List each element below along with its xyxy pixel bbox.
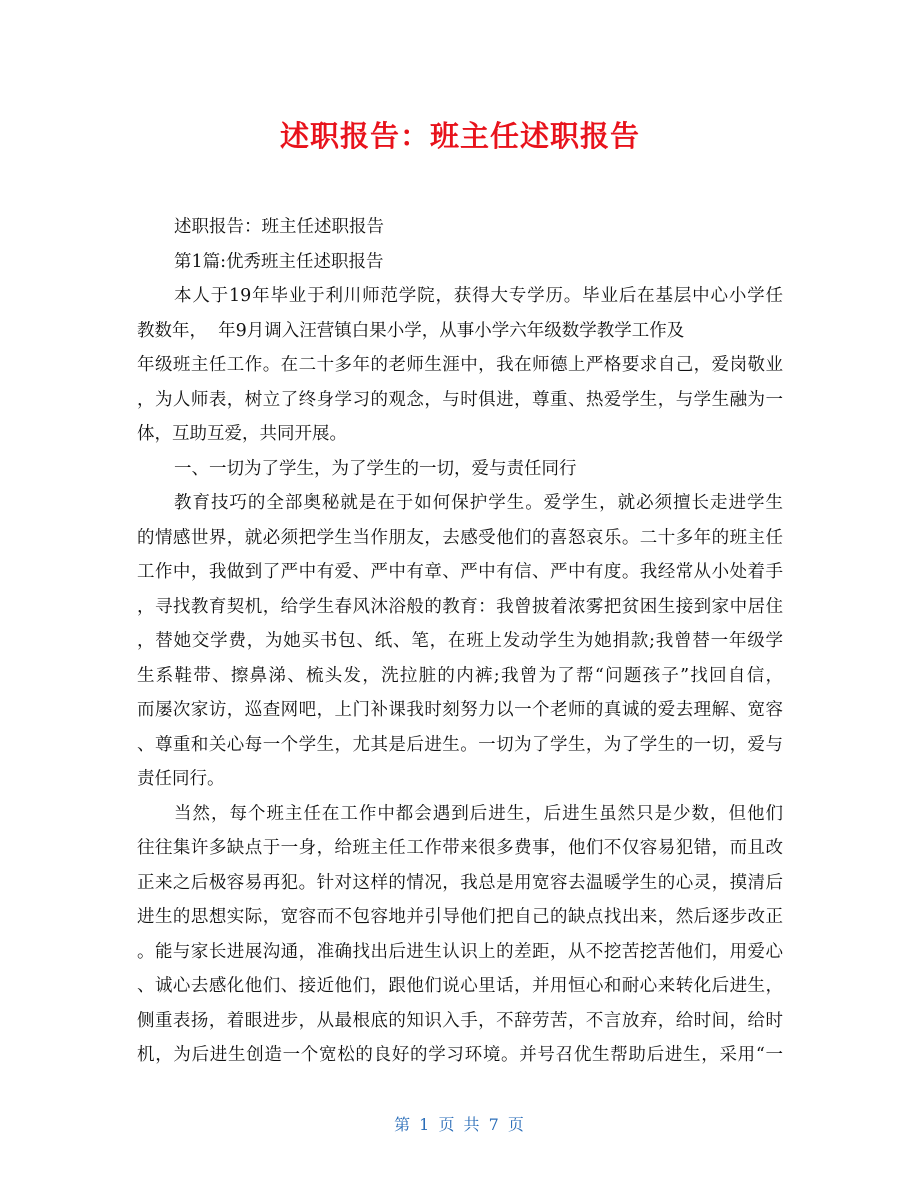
body-line: 机，为后进生创造一个宽松的良好的学习环境。并号召优生帮助后进生，采用“一 [137, 1045, 783, 1065]
body-line: 侧重表扬，着眼进步，从最根底的知识入手，不辞劳苦，不言放弃，给时间，给时 [137, 1010, 783, 1031]
body-line: 、诚心去感化他们、接近他们，跟他们说心里话，并用恒心和耐心来转化后进生， [137, 976, 783, 996]
body-line: 。能与家长进展沟通，准确找出后进生认识上的差距，从不挖苦挖苦他们，用爱心 [137, 941, 783, 962]
body-line: 正来之后极容易再犯。针对这样的情况，我总是用宽容去温暖学生的心灵，摸清后 [137, 872, 783, 893]
body-line: 工作中，我做到了严中有爱、严中有章、严中有信、严中有度。我经常从小处着手 [137, 562, 783, 582]
page-footer: 第 1 页 共 7 页 [394, 1115, 526, 1134]
body-line: 教数年， 年9月调入汪营镇白果小学，从事小学六年级数学教学工作及 [137, 320, 685, 341]
body-line: ，寻找教育契机，给学生春风沐浴般的教育：我曾披着浓雾把贫困生接到家中居住 [137, 596, 783, 617]
body-line: 而屡次家访，巡查网吧，上门补课我时刻努力以一个老师的真诚的爱去理解、宽容 [137, 700, 783, 720]
body-line: 往往集许多缺点于一身，给班主任工作带来很多费事，他们不仅容易犯错，而且改 [137, 838, 783, 858]
body-line: 责任同行。 [137, 769, 225, 789]
body-line: 、尊重和关心每一个学生，尤其是后进生。一切为了学生，为了学生的一切，爱与 [137, 734, 783, 755]
body-line: 年级班主任工作。在二十多年的老师生涯中，我在师德上严格要求自己，爱岗敬业 [137, 355, 783, 375]
document-title: 述职报告：班主任述职报告 [279, 119, 640, 153]
body-line: 当然，每个班主任在工作中都会遇到后进生，后进生虽然只是少数，但他们 [174, 803, 783, 824]
body-line: 第1篇:优秀班主任述职报告 [174, 251, 384, 272]
body-line: 述职报告：班主任述职报告 [174, 217, 384, 237]
body-line: ，替她交学费，为她买书包、纸、笔，在班上发动学生为她捐款;我曾替一年级学 [137, 631, 783, 651]
body-line: 本人于19年毕业于利川师范学院，获得大专学历。毕业后在基层中心小学任 [174, 286, 783, 306]
body-line: 生系鞋带、擦鼻涕、梳头发，洗拉脏的内裤;我曾为了帮“问题孩子”找回自信， [137, 665, 783, 686]
section-heading: 一、一切为了学生，为了学生的一切，爱与责任同行 [174, 458, 577, 479]
body-line: 教育技巧的全部奥秘就是在于如何保护学生。爱学生，就必须擅长走进学生 [174, 493, 783, 513]
document-body [137, 210, 783, 1073]
body-line: ，为人师表，树立了终身学习的观念，与时俱进，尊重、热爱学生，与学生融为一 [137, 389, 783, 410]
body-line: 进生的思想实际，宽容而不包容地并引导他们把自己的缺点找出来，然后逐步改正 [137, 907, 783, 927]
body-line: 体，互助互爱，共同开展。 [137, 424, 347, 444]
body-line: 的情感世界，就必须把学生当作朋友，去感受他们的喜怒哀乐。二十多年的班主任 [137, 527, 783, 548]
